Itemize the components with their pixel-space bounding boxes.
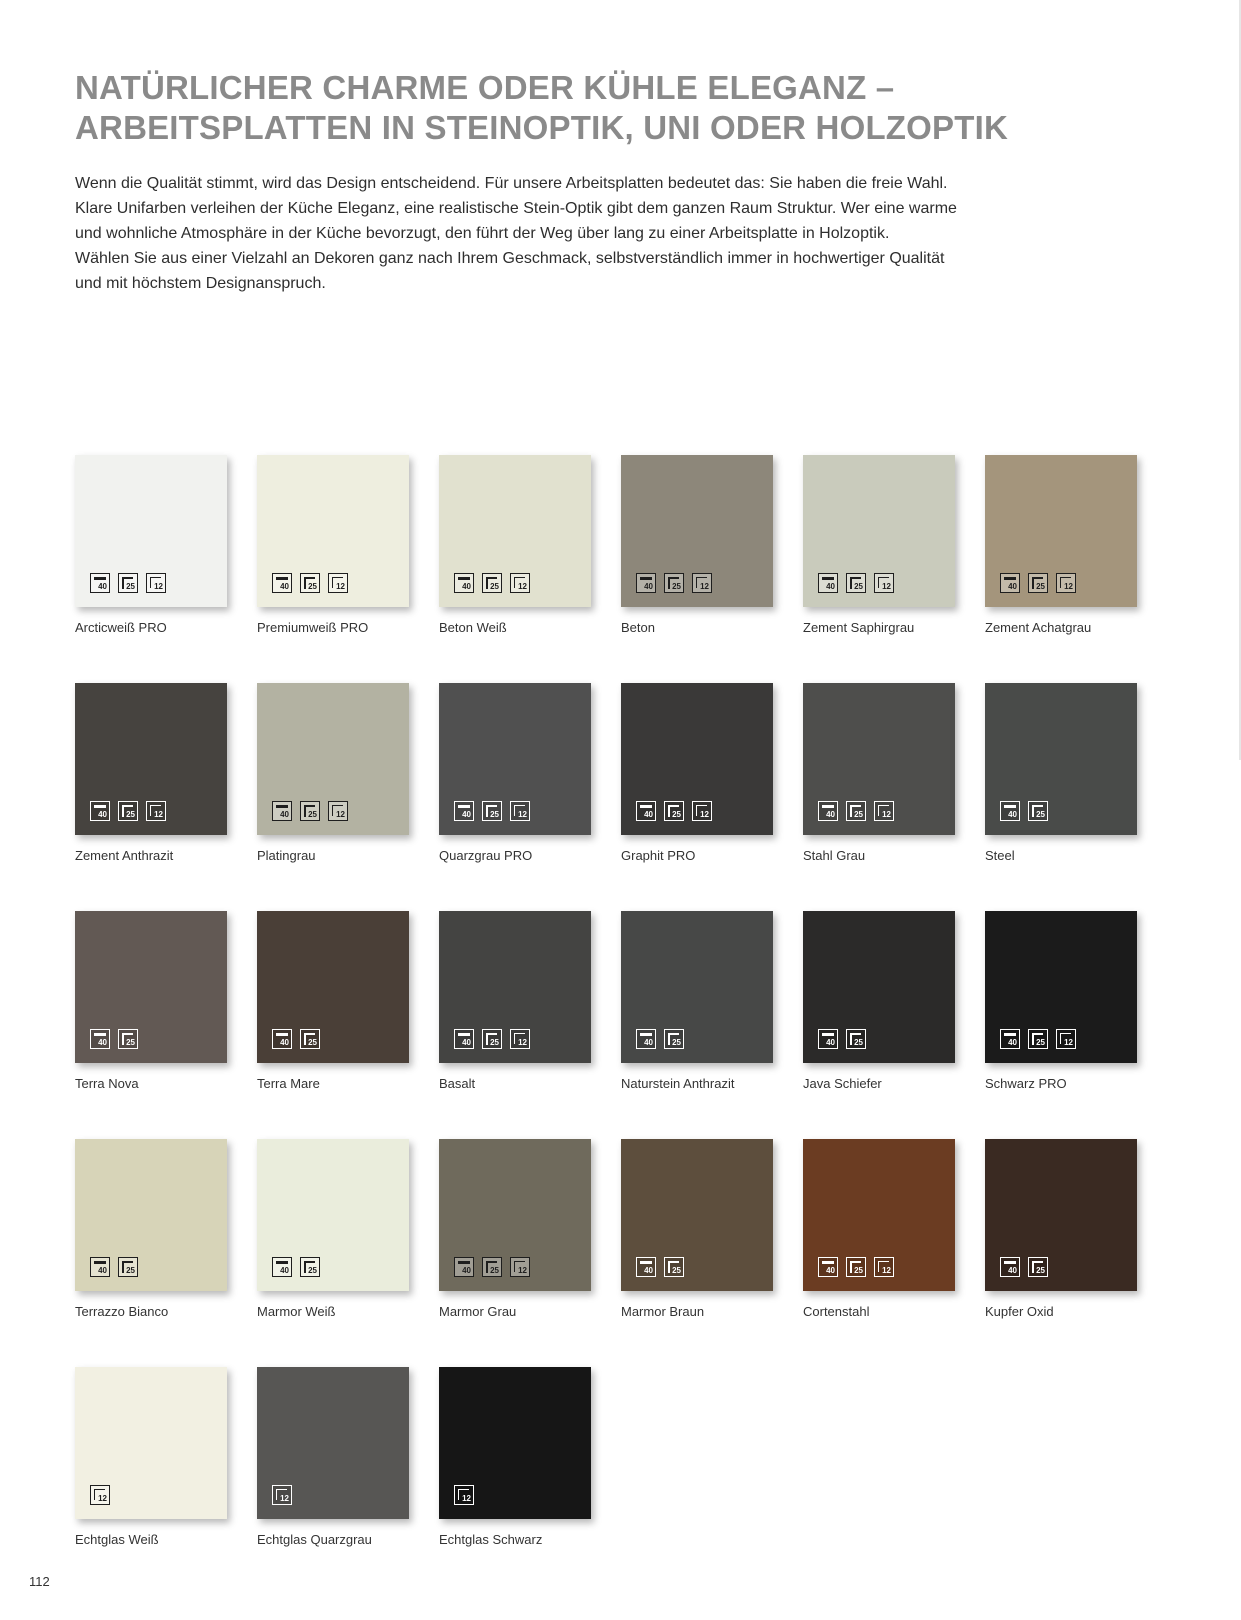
thickness-25-icon <box>1028 1029 1048 1049</box>
thickness-value: 25 <box>490 1266 499 1275</box>
thickness-icons <box>454 1257 530 1277</box>
thickness-value: 12 <box>280 1494 289 1503</box>
thickness-icons <box>636 1257 684 1277</box>
thickness-value: 25 <box>672 1266 681 1275</box>
thickness-25-icon <box>846 573 866 593</box>
thickness-icons <box>90 801 166 821</box>
thickness-25-icon <box>846 801 866 821</box>
thickness-value: 25 <box>672 1038 681 1047</box>
swatch-label: Quarzgrau PRO <box>439 848 533 863</box>
thickness-icons <box>90 1029 138 1049</box>
swatch-tile[interactable] <box>75 911 227 1063</box>
thickness-icons <box>636 1029 684 1049</box>
thickness-12-icon <box>1056 573 1076 593</box>
swatch-tile[interactable] <box>75 1139 227 1291</box>
thickness-25-icon <box>664 1257 684 1277</box>
thickness-40-icon <box>454 1029 474 1049</box>
thickness-value: 25 <box>490 810 499 819</box>
thickness-12-icon <box>146 573 166 593</box>
thickness-12-icon <box>510 801 530 821</box>
thickness-40-icon <box>454 1257 474 1277</box>
swatch-label: Stahl Grau <box>803 848 866 863</box>
thickness-value: 25 <box>672 810 681 819</box>
thickness-value: 25 <box>1036 582 1045 591</box>
thickness-icons <box>818 1029 866 1049</box>
swatch-tile[interactable] <box>621 683 773 835</box>
swatch-tile[interactable] <box>439 455 591 607</box>
swatch-label: Java Schiefer <box>803 1076 882 1091</box>
thickness-value: 12 <box>882 810 891 819</box>
swatch-label: Terrazzo Bianco <box>75 1304 169 1319</box>
thickness-icons <box>1000 1257 1048 1277</box>
thickness-icons <box>1000 573 1076 593</box>
thickness-value: 40 <box>462 1266 471 1275</box>
thickness-40-icon <box>1000 801 1020 821</box>
thickness-40-icon <box>636 1257 656 1277</box>
thickness-value: 25 <box>672 582 681 591</box>
thickness-25-icon <box>664 801 684 821</box>
thickness-value: 40 <box>462 1038 471 1047</box>
thickness-40-icon <box>636 1029 656 1049</box>
thickness-icons <box>272 573 348 593</box>
thickness-40-icon <box>636 801 656 821</box>
page-number: 112 <box>29 1574 50 1589</box>
thickness-value: 12 <box>518 1038 527 1047</box>
thickness-value: 40 <box>644 582 653 591</box>
thickness-12-icon <box>692 801 712 821</box>
thickness-value: 40 <box>98 582 107 591</box>
thickness-value: 12 <box>462 1494 471 1503</box>
thickness-40-icon <box>272 573 292 593</box>
thickness-25-icon <box>300 1257 320 1277</box>
swatch-label: Schwarz PRO <box>985 1076 1067 1091</box>
thickness-40-icon <box>454 801 474 821</box>
thickness-40-icon <box>272 1029 292 1049</box>
thickness-40-icon <box>90 1029 110 1049</box>
thickness-value: 25 <box>1036 1266 1045 1275</box>
thickness-value: 12 <box>882 1266 891 1275</box>
swatch-label: Zement Saphirgrau <box>803 620 915 635</box>
swatch-tile[interactable] <box>985 683 1137 835</box>
swatch-tile[interactable] <box>621 455 773 607</box>
thickness-value: 40 <box>1008 582 1017 591</box>
thickness-value: 40 <box>1008 1266 1017 1275</box>
thickness-12-icon <box>146 801 166 821</box>
thickness-icons <box>1000 801 1048 821</box>
thickness-value: 12 <box>518 582 527 591</box>
swatch-tile[interactable] <box>803 911 955 1063</box>
page-title-line-2: ARBEITSPLATTEN IN STEINOPTIK, UNI ODER HOLZOPTIK <box>75 109 1009 146</box>
thickness-25-icon <box>664 1029 684 1049</box>
thickness-value: 25 <box>126 1038 135 1047</box>
intro-line: Wählen Sie aus einer Vielzahl an Dekoren ganz nach Ihrem Geschmack, selbstverständlich immer in hochwertiger Qualität <box>75 250 945 267</box>
thickness-12-icon <box>328 573 348 593</box>
swatch-tile[interactable] <box>75 683 227 835</box>
swatch-tile[interactable] <box>803 455 955 607</box>
thickness-icons <box>818 801 894 821</box>
thickness-value: 25 <box>854 1038 863 1047</box>
intro-line: Klare Unifarben verleihen der Küche Eleganz, eine realistische Stein-Optik gibt dem ganzen Raum Struktur. Wer eine warme <box>75 200 957 217</box>
thickness-value: 40 <box>462 582 471 591</box>
thickness-value: 25 <box>490 1038 499 1047</box>
thickness-12-icon <box>90 1485 110 1505</box>
thickness-icons <box>1000 1029 1076 1049</box>
thickness-value: 25 <box>308 810 317 819</box>
thickness-value: 12 <box>518 810 527 819</box>
thickness-icons <box>90 573 166 593</box>
thickness-40-icon <box>1000 1029 1020 1049</box>
thickness-value: 40 <box>826 1038 835 1047</box>
thickness-40-icon <box>90 801 110 821</box>
thickness-40-icon <box>636 573 656 593</box>
thickness-value: 40 <box>280 1266 289 1275</box>
thickness-value: 40 <box>98 810 107 819</box>
thickness-value: 12 <box>336 810 345 819</box>
swatch-tile[interactable] <box>985 1139 1137 1291</box>
thickness-icons <box>636 801 712 821</box>
page-title-line-1: NATÜRLICHER CHARME ODER KÜHLE ELEGANZ – <box>75 69 895 106</box>
thickness-value: 12 <box>1064 582 1073 591</box>
thickness-value: 25 <box>854 810 863 819</box>
thickness-value: 40 <box>98 1038 107 1047</box>
thickness-40-icon <box>818 573 838 593</box>
thickness-25-icon <box>482 573 502 593</box>
thickness-value: 40 <box>280 582 289 591</box>
intro-line: Wenn die Qualität stimmt, wird das Design entscheidend. Für unsere Arbeitsplatten bedeutet das: Sie haben die freie Wahl. <box>75 175 948 192</box>
thickness-25-icon <box>1028 1257 1048 1277</box>
thickness-icons <box>90 1485 110 1505</box>
thickness-12-icon <box>454 1485 474 1505</box>
thickness-icons <box>818 573 894 593</box>
swatch-label: Zement Anthrazit <box>75 848 174 863</box>
thickness-value: 12 <box>336 582 345 591</box>
swatch-tile[interactable] <box>257 455 409 607</box>
swatch-label: Marmor Weiß <box>257 1304 336 1319</box>
swatch-tile[interactable] <box>985 911 1137 1063</box>
thickness-value: 40 <box>280 1038 289 1047</box>
swatch-label: Graphit PRO <box>621 848 696 863</box>
thickness-icons <box>818 1257 894 1277</box>
thickness-12-icon <box>510 1257 530 1277</box>
thickness-value: 25 <box>126 810 135 819</box>
swatch-tile[interactable] <box>985 455 1137 607</box>
swatch-tile[interactable] <box>803 683 955 835</box>
thickness-value: 40 <box>98 1266 107 1275</box>
thickness-value: 12 <box>98 1494 107 1503</box>
page-title <box>75 68 1075 148</box>
thickness-icons <box>272 801 348 821</box>
thickness-value: 40 <box>644 1038 653 1047</box>
thickness-40-icon <box>454 573 474 593</box>
thickness-25-icon <box>118 1029 138 1049</box>
thickness-icons <box>454 1485 474 1505</box>
thickness-40-icon <box>1000 1257 1020 1277</box>
swatch-label: Steel <box>985 848 1015 863</box>
swatch-label: Beton Weiß <box>439 620 507 635</box>
thickness-40-icon <box>1000 573 1020 593</box>
intro-line: und mit höchstem Designanspruch. <box>75 275 326 292</box>
thickness-40-icon <box>272 801 292 821</box>
thickness-12-icon <box>1056 1029 1076 1049</box>
thickness-12-icon <box>272 1485 292 1505</box>
thickness-12-icon <box>692 573 712 593</box>
swatch-label: Echtglas Weiß <box>75 1532 159 1547</box>
swatch-label: Naturstein Anthrazit <box>621 1076 735 1091</box>
swatch-tile[interactable] <box>803 1139 955 1291</box>
thickness-icons <box>272 1485 292 1505</box>
thickness-value: 25 <box>308 582 317 591</box>
swatch-tile[interactable] <box>75 1367 227 1519</box>
thickness-12-icon <box>328 801 348 821</box>
thickness-icons <box>272 1029 320 1049</box>
swatch-tile[interactable] <box>439 1367 591 1519</box>
thickness-value: 40 <box>644 810 653 819</box>
thickness-value: 12 <box>700 582 709 591</box>
thickness-25-icon <box>482 801 502 821</box>
thickness-25-icon <box>118 573 138 593</box>
swatch-tile[interactable] <box>621 911 773 1063</box>
swatch-label: Basalt <box>439 1076 476 1091</box>
thickness-value: 40 <box>826 810 835 819</box>
thickness-value: 40 <box>826 1266 835 1275</box>
intro-line: und wohnliche Atmosphäre in der Küche bevorzugt, den führt der Weg über lang zu einer Arbeitsplatte in Holzoptik. <box>75 225 890 242</box>
thickness-value: 12 <box>700 810 709 819</box>
thickness-value: 12 <box>154 582 163 591</box>
thickness-value: 25 <box>308 1266 317 1275</box>
thickness-12-icon <box>874 801 894 821</box>
thickness-value: 40 <box>826 582 835 591</box>
swatch-label: Beton <box>621 620 655 635</box>
thickness-value: 40 <box>1008 1038 1017 1047</box>
thickness-value: 25 <box>1036 810 1045 819</box>
swatch-tile[interactable] <box>439 1139 591 1291</box>
thickness-40-icon <box>90 573 110 593</box>
swatch-tile[interactable] <box>257 1367 409 1519</box>
thickness-value: 25 <box>126 582 135 591</box>
thickness-25-icon <box>846 1257 866 1277</box>
swatch-tile[interactable] <box>257 911 409 1063</box>
thickness-25-icon <box>1028 573 1048 593</box>
thickness-value: 25 <box>126 1266 135 1275</box>
thickness-icons <box>636 573 712 593</box>
thickness-icons <box>272 1257 320 1277</box>
thickness-25-icon <box>1028 801 1048 821</box>
thickness-12-icon <box>510 1029 530 1049</box>
thickness-value: 12 <box>882 582 891 591</box>
thickness-25-icon <box>118 801 138 821</box>
thickness-40-icon <box>818 1029 838 1049</box>
thickness-value: 40 <box>280 810 289 819</box>
swatch-tile[interactable] <box>257 683 409 835</box>
thickness-icons <box>454 573 530 593</box>
thickness-25-icon <box>300 1029 320 1049</box>
swatch-label: Marmor Braun <box>621 1304 705 1319</box>
thickness-40-icon <box>272 1257 292 1277</box>
swatch-label: Platingrau <box>257 848 316 863</box>
thickness-25-icon <box>300 573 320 593</box>
thickness-40-icon <box>818 801 838 821</box>
thickness-25-icon <box>664 573 684 593</box>
thickness-25-icon <box>846 1029 866 1049</box>
thickness-value: 40 <box>644 1266 653 1275</box>
thickness-value: 12 <box>154 810 163 819</box>
swatch-label: Echtglas Quarzgrau <box>257 1532 372 1547</box>
thickness-icons <box>454 801 530 821</box>
swatch-label: Kupfer Oxid <box>985 1304 1054 1319</box>
swatch-tile[interactable] <box>439 683 591 835</box>
thickness-25-icon <box>118 1257 138 1277</box>
swatch-tile[interactable] <box>257 1139 409 1291</box>
swatch-tile[interactable] <box>75 455 227 607</box>
thickness-40-icon <box>818 1257 838 1277</box>
thickness-icons <box>454 1029 530 1049</box>
swatch-label: Marmor Grau <box>439 1304 517 1319</box>
swatch-label: Arcticweiß PRO <box>75 620 167 635</box>
swatch-label: Terra Nova <box>75 1076 139 1091</box>
thickness-value: 12 <box>1064 1038 1073 1047</box>
thickness-icons <box>90 1257 138 1277</box>
swatch-label: Terra Mare <box>257 1076 320 1091</box>
swatch-label: Echtglas Schwarz <box>439 1532 543 1547</box>
thickness-value: 25 <box>854 582 863 591</box>
thickness-40-icon <box>90 1257 110 1277</box>
thickness-value: 12 <box>518 1266 527 1275</box>
swatch-label: Zement Achatgrau <box>985 620 1092 635</box>
swatch-label: Premiumweiß PRO <box>257 620 369 635</box>
thickness-value: 25 <box>854 1266 863 1275</box>
swatch-label: Cortenstahl <box>803 1304 870 1319</box>
intro-paragraph <box>75 171 995 296</box>
thickness-12-icon <box>874 1257 894 1277</box>
swatch-tile[interactable] <box>621 1139 773 1291</box>
thickness-value: 40 <box>1008 810 1017 819</box>
thickness-12-icon <box>510 573 530 593</box>
thickness-value: 25 <box>1036 1038 1045 1047</box>
thickness-25-icon <box>482 1029 502 1049</box>
thickness-25-icon <box>482 1257 502 1277</box>
thickness-value: 40 <box>462 810 471 819</box>
thickness-value: 25 <box>490 582 499 591</box>
swatch-tile[interactable] <box>439 911 591 1063</box>
thickness-value: 25 <box>308 1038 317 1047</box>
thickness-25-icon <box>300 801 320 821</box>
thickness-12-icon <box>874 573 894 593</box>
